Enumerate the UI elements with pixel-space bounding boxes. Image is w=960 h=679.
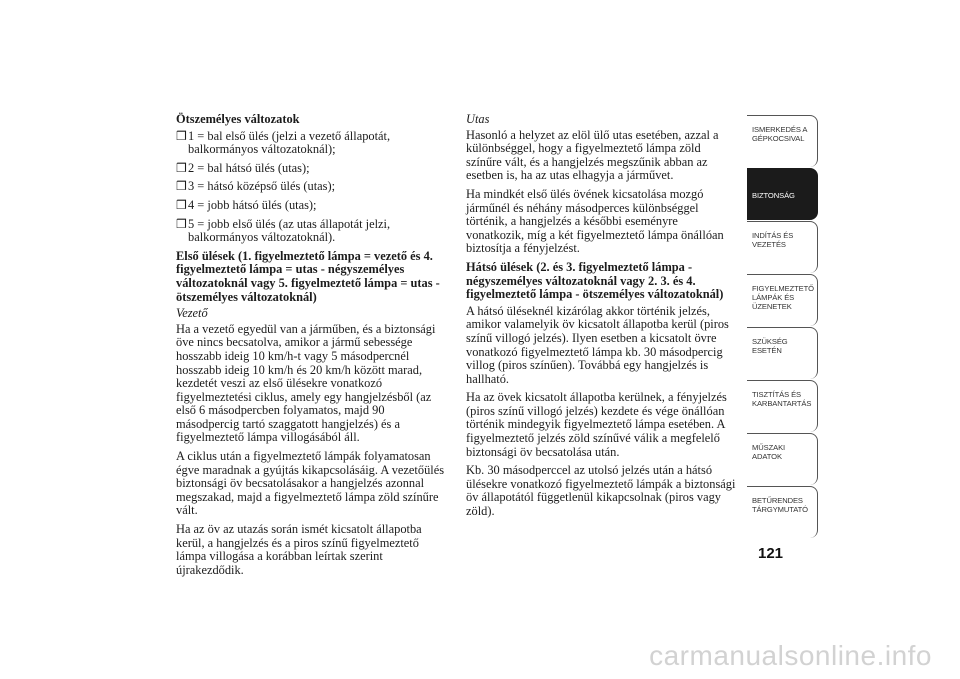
right-column <box>466 113 738 524</box>
list-item-text: 1 = bal első ülés (jelzi a vezető állapotát, balkormányos változatoknál); <box>188 128 391 157</box>
tab-safety[interactable]: BIZTONSÁG <box>747 168 818 220</box>
paragraph: A hátsó üléseknél kizárólag akkor történik jelzés, amikor valamelyik öv kicsatolt állapotba kerül (piros színű villogó jelzés). Ilyen esetben a kicsatolt övre vonatkozó figyelmeztető lámpa kb. 30 másodpercig villog (piros színűen). Továbbá egy hangjelzés is hallható. <box>466 303 729 386</box>
tab-emergency[interactable]: SZÜKSÉG ESETÉN <box>747 327 818 379</box>
list-item <box>176 218 446 245</box>
rear-seats-heading: Hátsó ülések (2. és 3. figyelmeztető lámpa - négyszemélyes változatoknál vagy 2. 3. és 4. figyelmeztető lámpa - ötszemélyes változatoknál) <box>466 259 724 302</box>
tab-warning-lights[interactable]: FIGYELMEZTETŐ LÁMPÁK ÉS ÜZENETEK <box>747 274 818 326</box>
tab-starting-driving[interactable]: INDÍTÁS ÉS VEZETÉS <box>747 221 818 273</box>
checkbox-icon: ❒ <box>176 216 187 231</box>
variant-heading: Ötszemélyes változatok <box>176 112 300 126</box>
list-item <box>176 130 446 157</box>
page-number: 121 <box>758 545 784 562</box>
left-column <box>176 113 446 582</box>
checkbox-icon: ❒ <box>176 160 187 175</box>
paragraph: A ciklus után a figyelmeztető lámpák folyamatosan égve maradnak a gyújtás kikapcsolásáig. A vezetőülés biztonsági öv becsatolásakor a hangjelzés azonnal megszakad, majd a figyelmeztető lámpa zöld színűre vált. <box>176 449 445 518</box>
paragraph: Ha mindkét első ülés övének kicsatolása mozgó járműnél és néhány másodperces különbséggel történik, a hangjelzés a későbbi eseményre vonatkozik, míg a két figyelmeztető lámpa önállóan biztosítja a fényjelzést. <box>466 186 724 256</box>
list-item <box>176 162 446 176</box>
checkbox-icon: ❒ <box>176 197 187 212</box>
front-seats-heading: Első ülések (1. figyelmeztető lámpa = vezető és 4. figyelmeztető lámpa = utas - négyszemélyes változatoknál vagy 5. figyelmeztető lámpa = utas - ötszemélyes változatoknál) <box>176 248 440 304</box>
driver-subheading: Vezető <box>176 306 208 321</box>
paragraph: Ha a vezető egyedül van a járműben, és a biztonsági öve nincs becsatolva, amikor a jármű sebessége hosszabb ideig 10 km/h-t vagy 5 másodpercnél hosszabb ideig 10 km/h és 20 km/h között marad, kezdetét veszi az első ülésekre vonatkozó figyelmeztetési ciklus, amely egy hangjelzésből (az első 6 másodpercben folyamatos, majd 90 másodpercig tartó szaggatott hangjelzés) és a figyelmeztető lámpa villogásából áll. <box>176 321 436 445</box>
list-item <box>176 199 446 213</box>
tab-maintenance[interactable]: TISZTÍTÁS ÉS KARBANTARTÁS <box>747 380 818 432</box>
paragraph: Ha az övek kicsatolt állapotba kerülnek, a fényjelzés (piros színű villogó jelzés) kezdete és vége önállóan történik mindegyik figyelmeztető lámpa esetében. A figyelmeztető jelzés zöld színűvé válik a megfelelő biztonsági öv becsatolása után. <box>466 390 727 459</box>
checkbox-icon: ❒ <box>176 179 187 194</box>
paragraph: Hasonló a helyzet az elöl ülő utas esetében, azzal a különbséggel, hogy a figyelmeztető lámpa zöld színűre vált, és a hangjelzés megszűnik abban az esetben is, ha az utas elhagyja a járművet. <box>466 127 719 183</box>
list-item-text: 2 = bal hátsó ülés (utas); <box>188 160 310 175</box>
list-item <box>176 180 446 194</box>
paragraph: Kb. 30 másodperccel az utolsó jelzés után a hátsó ülésekre vonatkozó figyelmeztető lámpák a biztonsági öv állapotától függetlenül kikapcsolnak (piros vagy zöld). <box>466 463 736 519</box>
passenger-subheading: Utas <box>466 112 490 126</box>
chapter-tabs <box>747 115 818 539</box>
checkbox-icon: ❒ <box>176 128 187 143</box>
list-item-text: 3 = hátsó középső ülés (utas); <box>188 179 336 194</box>
tab-index[interactable]: BETŰRENDES TÁRGYMUTATÓ <box>747 486 818 538</box>
watermark: carmanualsonline.info <box>649 640 932 671</box>
list-item-text: 4 = jobb hátsó ülés (utas); <box>188 197 317 212</box>
paragraph: Ha az öv az utazás során ismét kicsatolt állapotba kerül, a hangjelzés és a piros színű figyelmeztető lámpa villogása a korábban leírtak szerint újrakezdődik. <box>176 522 422 577</box>
list-item-text: 5 = jobb első ülés (az utas állapotát jelzi, balkormányos változatoknál). <box>188 216 391 245</box>
tab-technical-data[interactable]: MŰSZAKI ADATOK <box>747 433 818 485</box>
tab-getting-to-know[interactable]: ISMERKEDÉS A GÉPKOCSIVAL <box>747 115 818 167</box>
